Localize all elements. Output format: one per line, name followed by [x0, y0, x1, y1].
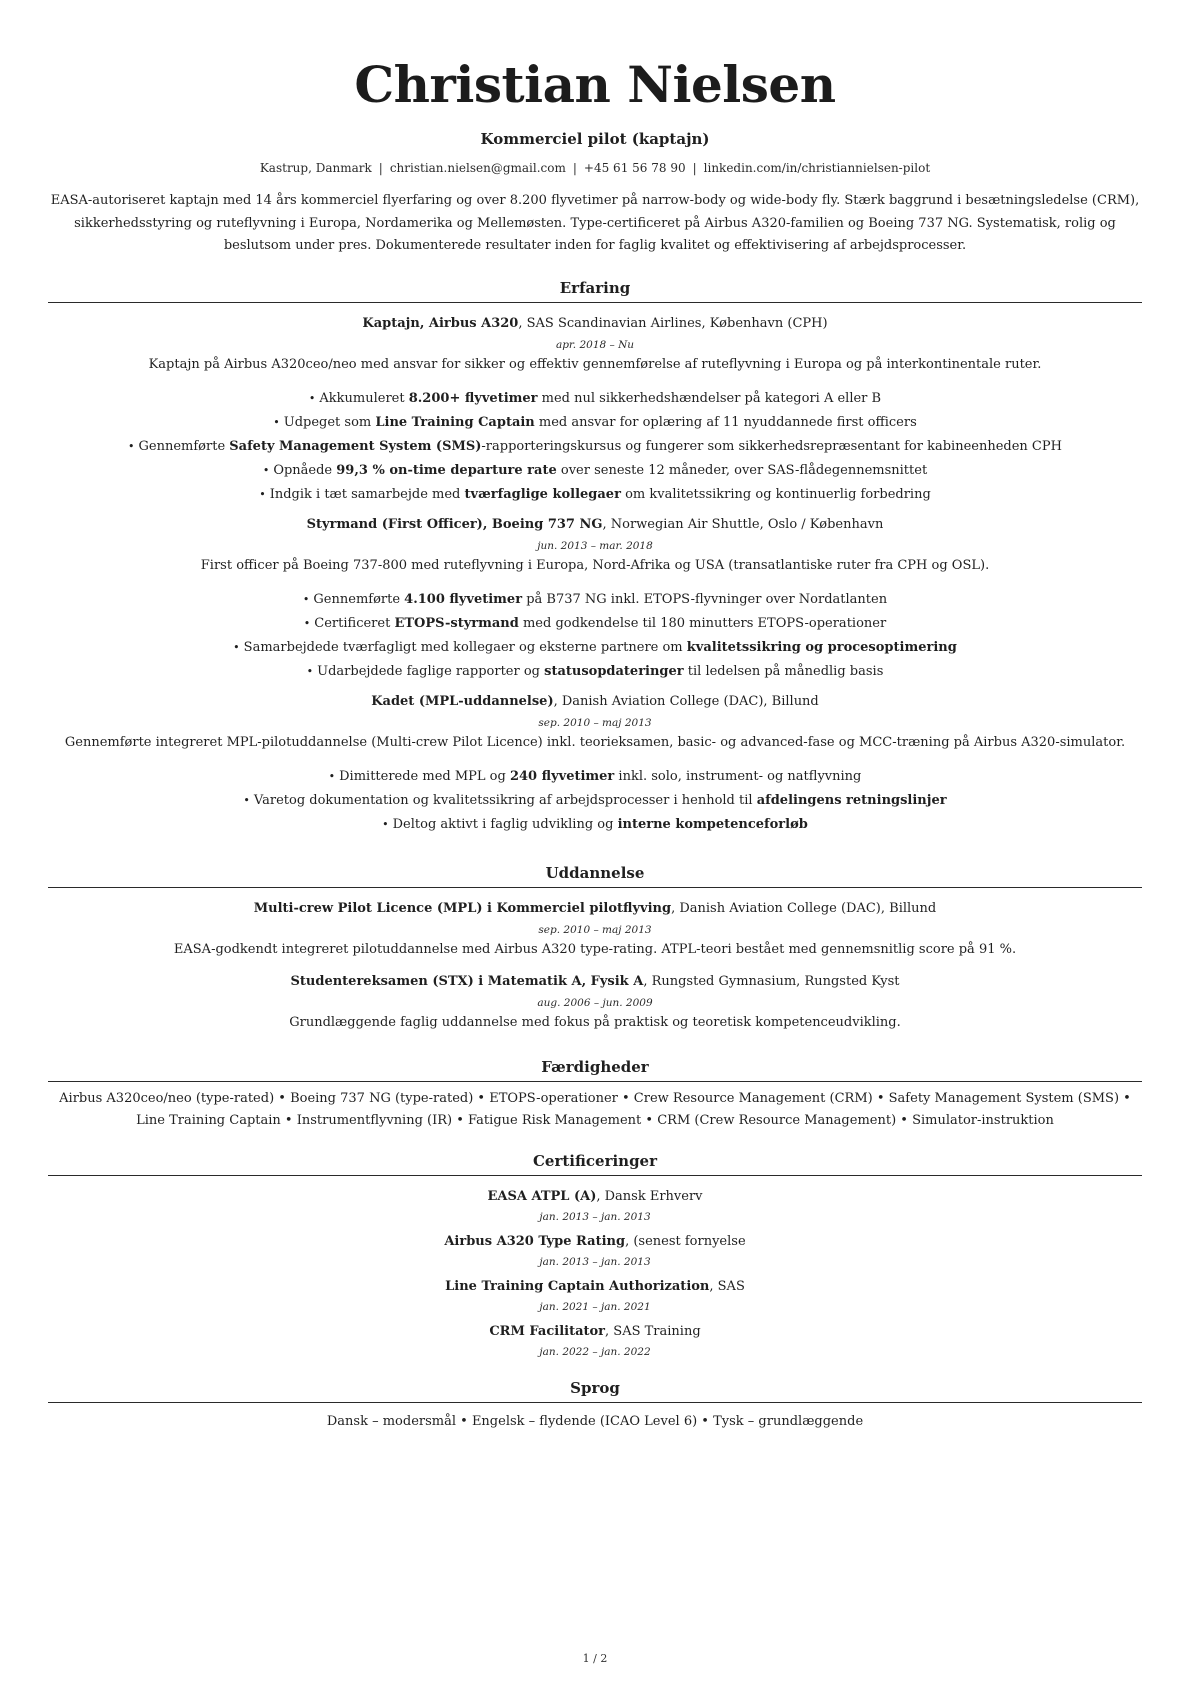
bullet-item: • Certificeret ETOPS-styrmand med godkendelse til 180 minutters ETOPS-operationer [303, 615, 887, 631]
entry-role: Kaptajn, Airbus A320 [362, 315, 519, 331]
entry-org: , Rungsted Gymnasium, Rungsted Kyst [643, 973, 900, 989]
entry-description: Grundlæggende faglig uddannelse med fokus på praktisk og teoretisk kompetenceudvikling. [289, 1014, 901, 1030]
entry-dates: sep. 2010 – maj 2013 [538, 716, 652, 729]
entry-org: , Danish Aviation College (DAC), Billund [553, 693, 819, 709]
bullet-icon: • [243, 793, 250, 807]
section-heading-languages: Sprog [48, 1378, 1142, 1403]
entry-description: Gennemførte integreret MPL-pilotuddannelse (Multi-crew Pilot Licence) inkl. teorieksamen, basic- og advanced-fase og MCC-træning på Airbus A320-simulator. [64, 734, 1126, 750]
experience-entry [48, 516, 1142, 684]
certification-entry [48, 1323, 1142, 1360]
entry-dates: jan. 2021 – jan. 2021 [539, 1300, 651, 1313]
candidate-title: Kommerciel pilot (kaptajn) [480, 130, 710, 148]
entry-dates: jan. 2022 – jan. 2022 [539, 1345, 651, 1358]
experience-entry [48, 693, 1142, 837]
experience-entry [48, 315, 1142, 507]
section-heading-education: Uddannelse [48, 863, 1142, 888]
entry-description: EASA-godkendt integreret pilotuddannelse med Airbus A320 type-rating. ATPL-teori bestået med gennemsnitlig score på 91 %. [173, 941, 1017, 957]
entry-description: First officer på Boeing 737-800 med ruteflyvning i Europa, Nord-Afrika og USA (transatlantiske ruter fra CPH og OSL). [200, 557, 990, 573]
entry-org: , Danish Aviation College (DAC), Billund [671, 900, 937, 916]
bullet-item: • Gennemførte Safety Management System (SMS)-rapporteringskursus og fungerer som sikkerhedsrepræsentant for kabineenheden CPH [128, 438, 1062, 454]
entry-dates: aug. 2006 – jun. 2009 [537, 996, 653, 1009]
entry-heading [48, 315, 1142, 333]
contact-phone[interactable]: +45 61 56 78 90 [583, 161, 686, 175]
bullet-icon: • [262, 463, 270, 477]
languages-list: Dansk – modersmål • Engelsk – flydende (ICAO Level 6) • Tysk – grundlæggende [326, 1413, 864, 1429]
bullet-item: • Udarbejdede faglige rapporter og statusopdateringer til ledelsen på månedlig basis [306, 663, 884, 679]
bullet-icon: • [308, 391, 316, 405]
candidate-name: Christian Nielsen [354, 55, 836, 114]
cert-issuer: , (senest fornyelse [625, 1233, 746, 1249]
certification-entry [48, 1233, 1142, 1270]
entry-dates: apr. 2018 – Nu [555, 338, 635, 351]
bullet-icon: • [303, 616, 311, 630]
entry-degree: Multi-crew Pilot Licence (MPL) i Kommerciel pilotflyving [253, 900, 672, 916]
entry-heading [48, 693, 1142, 711]
entry-role: Kadet (MPL-uddannelse) [371, 693, 554, 709]
bullet-item: • Udpeget som Line Training Captain med ansvar for oplæring af 11 nyuddannede first officers [273, 414, 917, 430]
entry-dates: sep. 2010 – maj 2013 [538, 923, 652, 936]
section-heading-skills: Færdigheder [48, 1057, 1142, 1082]
cert-name: Line Training Captain Authorization [445, 1278, 710, 1294]
bullet-item: • Varetog dokumentation og kvalitetssikring af arbejdsprocesser i henhold til afdelingens retningslinjer [243, 792, 947, 808]
entry-heading [48, 1188, 1142, 1206]
contact-separator: | [572, 161, 577, 175]
bullet-icon: • [233, 640, 240, 654]
entry-org: , Norwegian Air Shuttle, Oslo / København [602, 516, 884, 532]
skills-list: Airbus A320ceo/neo (type-rated) • Boeing 737 NG (type-rated) • ETOPS-operationer • Crew Resource Management (CRM) • Safety Management System (SMS) • Line Training Captain • Instrumentflyvning (IR) • Fatigue Risk Management • CRM (Crew Resource Management) • Simulator-instruktion [59, 1090, 1131, 1128]
cert-name: EASA ATPL (A) [487, 1188, 597, 1204]
entry-heading [48, 1323, 1142, 1341]
entry-bullets [48, 387, 1142, 507]
bullet-icon: • [382, 817, 389, 831]
bullet-icon: • [128, 439, 135, 453]
bullet-item: • Dimitterede med MPL og 240 flyvetimer inkl. solo, instrument- og natflyvning [328, 768, 862, 784]
bullet-icon: • [302, 592, 310, 606]
section-heading-experience: Erfaring [48, 278, 1142, 303]
entry-heading [48, 1233, 1142, 1251]
bullet-icon: • [328, 769, 336, 783]
bullet-item: • Indgik i tæt samarbejde med tværfaglige kollegaer om kvalitetssikring og kontinuerlig forbedring [259, 486, 931, 502]
bullet-item: • Opnåede 99,3 % on-time departure rate over seneste 12 måneder, over SAS-flådegennemsnittet [262, 462, 928, 478]
entry-role: Styrmand (First Officer), Boeing 737 NG [306, 516, 603, 532]
bullet-item: • Samarbejdede tværfagligt med kollegaer og eksterne partnere om kvalitetssikring og procesoptimering [233, 639, 957, 655]
contact-separator: | [692, 161, 697, 175]
entry-bullets [48, 588, 1142, 684]
education-entry [48, 900, 1142, 959]
resume-page [48, 0, 1142, 1431]
entry-heading [48, 973, 1142, 991]
certification-entry [48, 1188, 1142, 1225]
contact-email[interactable]: christian.nielsen@gmail.com [389, 161, 566, 175]
entry-description: Kaptajn på Airbus A320ceo/neo med ansvar for sikker og effektiv gennemførelse af ruteflyvning i Europa og på interkontinentale ruter. [148, 356, 1042, 372]
page-indicator: 1 / 2 [582, 1652, 608, 1665]
bullet-item: • Deltog aktivt i faglig udvikling og interne kompetenceforløb [382, 816, 808, 832]
entry-org: , SAS Scandinavian Airlines, København (CPH) [518, 315, 828, 331]
bullet-icon: • [273, 415, 280, 429]
entry-dates: jan. 2013 – jan. 2013 [539, 1210, 651, 1223]
entry-degree: Studentereksamen (STX) i Matematik A, Fysik A [290, 973, 644, 989]
bullet-icon: • [259, 487, 266, 501]
profile-summary: EASA-autoriseret kaptajn med 14 års kommerciel flyerfaring og over 8.200 flyvetimer på narrow-body og wide-body fly. Stærk baggrund i besætningsledelse (CRM), sikkerhedsstyring og ruteflyvning i Europa, Nordamerika og Mellemøsten. Type-certificeret på Airbus A320-familien og Boeing 737 NG. Systematisk, rolig og beslutsom under pres. Dokumenterede resultater inden for faglig kvalitet og effektivisering af arbejdsprocesser. [50, 193, 1140, 253]
bullet-item: • Akkumuleret 8.200+ flyvetimer med nul sikkerhedshændelser på kategori A eller B [308, 390, 882, 406]
contact-separator: | [378, 161, 383, 175]
entry-heading [48, 1278, 1142, 1296]
cert-issuer: , SAS [709, 1278, 745, 1294]
entry-heading [48, 516, 1142, 534]
entry-heading [48, 900, 1142, 918]
contact-location: Kastrup, Danmark [259, 161, 372, 175]
entry-dates: jan. 2013 – jan. 2013 [539, 1255, 651, 1268]
cert-issuer: , SAS Training [605, 1323, 701, 1339]
entry-dates: jun. 2013 – mar. 2018 [537, 539, 653, 552]
cert-issuer: , Dansk Erhverv [596, 1188, 703, 1204]
certification-entry [48, 1278, 1142, 1315]
contact-line [48, 160, 1142, 176]
education-entry [48, 973, 1142, 1032]
cert-name: CRM Facilitator [489, 1323, 606, 1339]
section-heading-certifications: Certificeringer [48, 1151, 1142, 1176]
bullet-icon: • [306, 664, 314, 678]
contact-linkedin[interactable]: linkedin.com/in/christiannielsen-pilot [703, 161, 931, 175]
entry-bullets [48, 765, 1142, 837]
cert-name: Airbus A320 Type Rating [444, 1233, 626, 1249]
bullet-item: • Gennemførte 4.100 flyvetimer på B737 NG inkl. ETOPS-flyvninger over Nordatlanten [302, 591, 888, 607]
